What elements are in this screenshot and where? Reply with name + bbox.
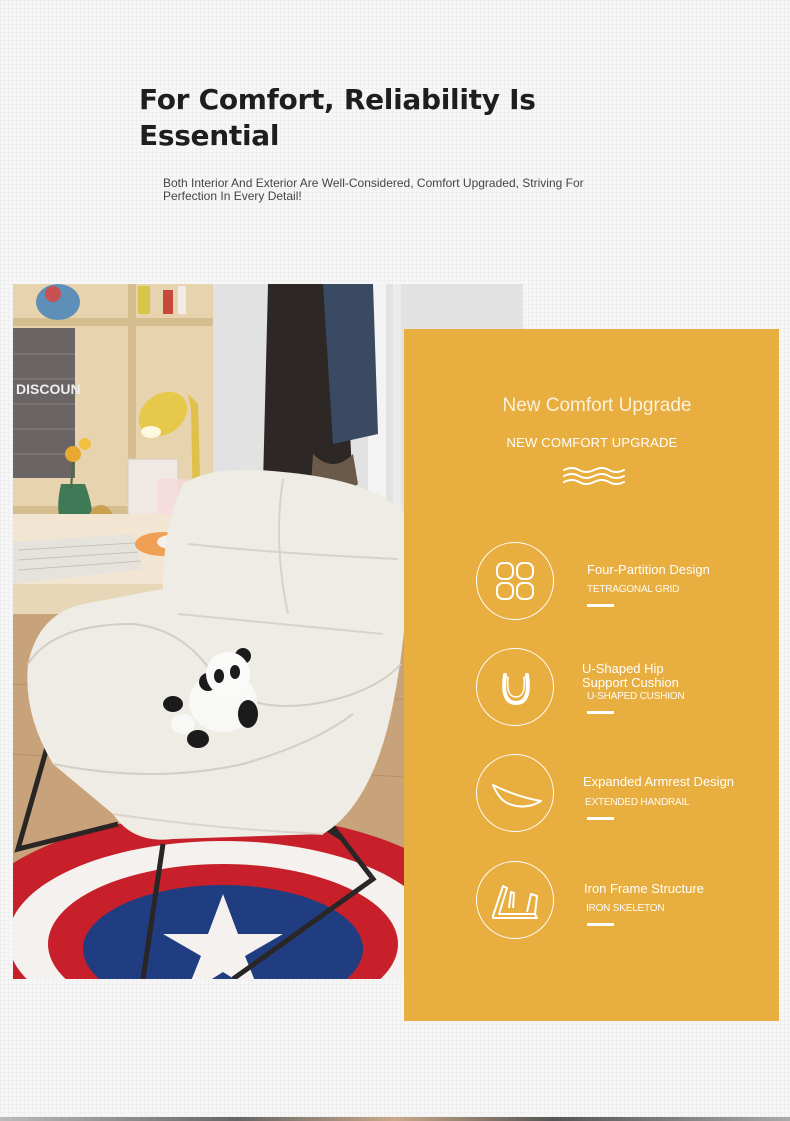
page-headline: For Comfort, Reliability Is Essential	[139, 83, 536, 152]
feature-armrest	[476, 754, 776, 838]
feature-title: Expanded Armrest Design	[583, 774, 735, 789]
feature-underline	[587, 604, 614, 607]
feature-u-shaped	[476, 648, 776, 732]
four-partition-grid-icon	[476, 542, 554, 620]
feature-subtitle: U-SHAPED CUSHION	[587, 691, 685, 702]
feature-underline	[587, 923, 614, 926]
page-subtitle: Both Interior And Exterior Are Well-Considered, Comfort Upgraded, Striving For Perfection In Every Detail!	[163, 176, 584, 203]
feature-subtitle: TETRAGONAL GRID	[587, 584, 680, 595]
feature-underline	[587, 817, 614, 820]
wall-sign-text: DISCOUN	[16, 381, 81, 397]
feature-underline	[587, 711, 614, 714]
armrest-icon	[476, 754, 554, 832]
u-shaped-cushion-icon	[476, 648, 554, 726]
panel-title: New Comfort Upgrade	[502, 395, 692, 416]
wave-icon	[562, 465, 626, 487]
feature-title: Four-Partition Design	[587, 562, 710, 577]
feature-subtitle: IRON SKELETON	[586, 903, 665, 914]
next-section-edge	[0, 1117, 790, 1121]
feature-panel	[404, 329, 779, 1021]
feature-title: Iron Frame Structure	[584, 881, 704, 896]
feature-iron-frame	[476, 861, 776, 945]
iron-frame-icon	[476, 861, 554, 939]
feature-four-partition	[476, 542, 776, 626]
feature-title: U-Shaped Hip Support Cushion	[582, 661, 679, 690]
panel-subtitle: NEW COMFORT UPGRADE	[506, 435, 678, 450]
feature-subtitle: EXTENDED HANDRAIL	[585, 797, 690, 808]
